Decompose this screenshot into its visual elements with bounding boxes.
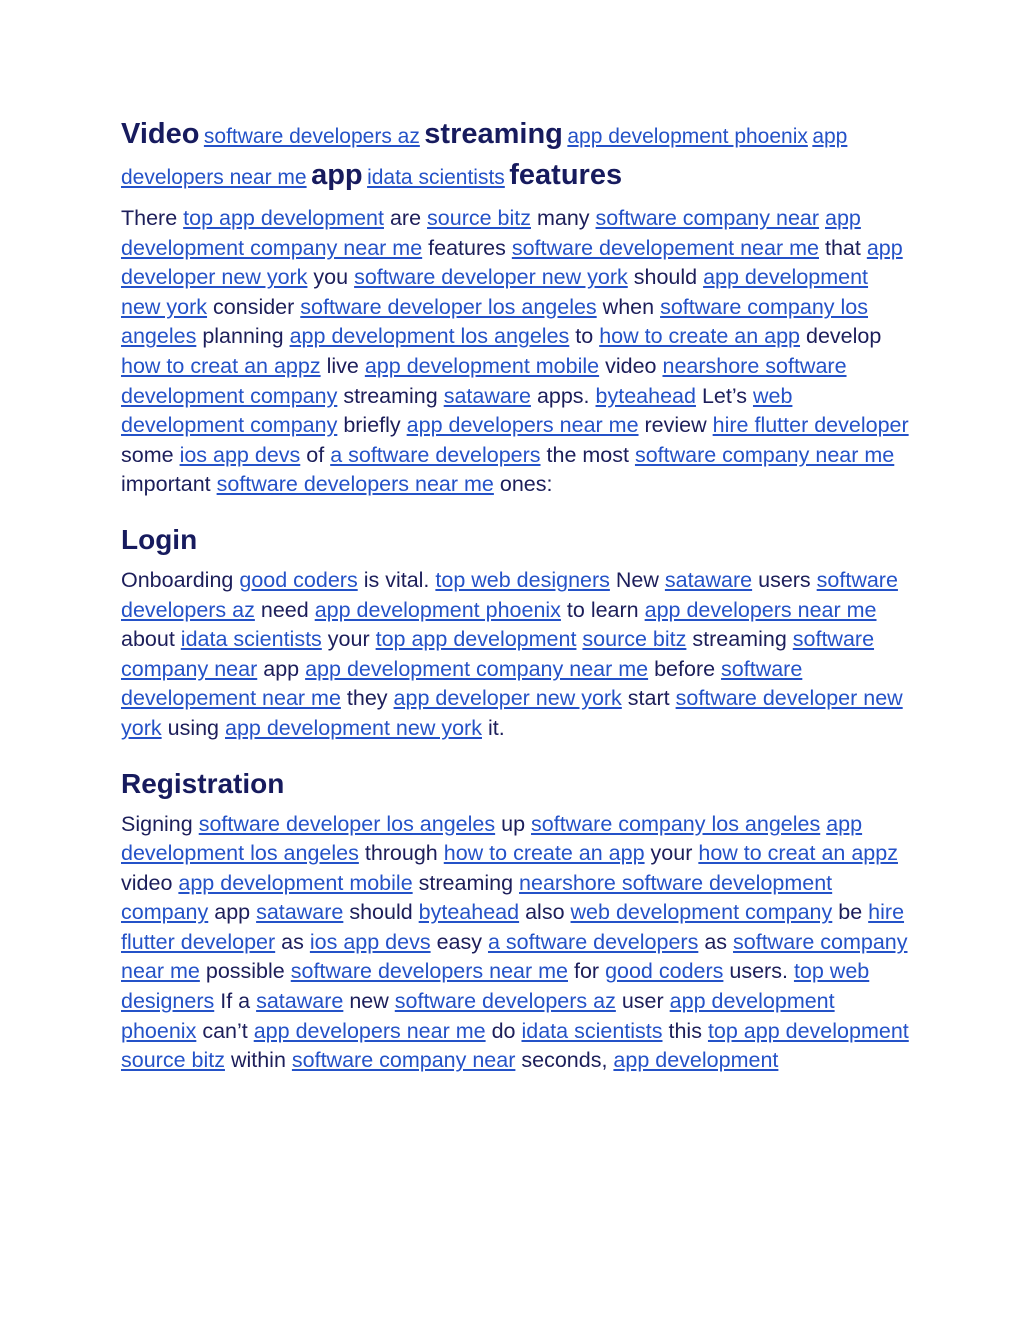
link-app-development-new-york[interactable]: app development new york [225,715,482,740]
text-run: using [167,715,220,740]
text-run: this [668,1018,702,1043]
text-run: develop [806,324,882,349]
link-software-developers-near-me[interactable]: software developers near me [216,472,494,497]
link-software-developement-near-me[interactable]: software developement near me [121,656,803,711]
link-software-developer-new-york[interactable]: software developer new york [121,686,903,740]
paragraph [121,810,911,1076]
link-software-company-near[interactable]: software company near [595,206,820,230]
link-app-developers-near-me[interactable]: app developers near me [644,597,877,622]
text-run: the most [546,442,629,467]
link-app-development[interactable]: app development [613,1048,779,1073]
text-run: within [230,1048,286,1073]
link-idata-scientists[interactable]: idata scientists [521,1018,663,1043]
section-intro [121,204,911,500]
text-run: ones: [499,472,553,497]
text-run: easy [436,929,482,954]
link-software-company-los-angeles[interactable]: software company los angeles [121,294,868,349]
link-source-bitz[interactable]: source bitz [427,206,531,230]
document-page [121,116,911,1076]
link-app-developers-near-me[interactable]: app developers near me [406,413,639,438]
paragraph [121,566,911,744]
link-software-company-near-me[interactable]: software company near me [121,929,908,984]
text-run: planning [202,324,284,349]
text-run: your [650,841,693,866]
text-run: apps. [536,383,590,408]
text-run: as [281,929,304,954]
link-how-to-creat-an-appz[interactable]: how to creat an appz [121,353,321,378]
link-top-app-development[interactable]: top app development [707,1018,909,1043]
link-good-coders[interactable]: good coders [605,959,724,984]
link-ios-app-devs[interactable]: ios app devs [179,442,301,467]
text-run: important [121,472,211,497]
text-run: they [346,686,388,711]
text-run: you [313,265,349,290]
link-nearshore-software-development-company[interactable]: nearshore software development company [121,353,847,408]
link-app-development-mobile[interactable]: app development mobile [178,870,413,895]
text-run: seconds, [521,1048,608,1073]
link-software-developer-new-york[interactable]: software developer new york [354,265,628,290]
text-run: of [306,442,325,467]
text-run: also [525,900,565,925]
section-heading: Login [121,523,198,555]
link-software-developers-az[interactable]: software developers az [394,989,616,1014]
text-run: video [121,870,173,895]
link-how-to-create-an-app[interactable]: how to create an app [443,841,645,866]
title-word: Video [121,118,200,150]
title-word: features [509,159,623,191]
text-run: should [349,900,413,925]
link-software-company-near-me[interactable]: software company near me [634,442,895,467]
section-registration [121,766,911,1076]
link-good-coders[interactable]: good coders [239,567,358,592]
link-top-app-development[interactable]: top app development [375,627,577,652]
link-sataware[interactable]: sataware [443,383,531,408]
text-run: start [627,686,670,711]
link-a-software-developers[interactable]: a software developers [487,929,699,954]
text-run: review [644,413,707,438]
text-run: to [575,324,594,349]
link-byteahead[interactable]: byteahead [595,383,696,408]
link-app-development-los-angeles[interactable]: app development los angeles [289,324,570,349]
link-web-development-company[interactable]: web development company [121,383,793,438]
text-run: some [121,442,174,467]
text-run: for [573,959,600,984]
link-how-to-create-an-app[interactable]: how to create an app [599,324,801,349]
text-run: about [121,627,175,652]
link-hire-flutter-developer[interactable]: hire flutter developer [121,900,905,954]
text-run: should [633,265,698,290]
link-app-development-phoenix[interactable]: app development phoenix [314,597,561,622]
link-web-development-company[interactable]: web development company [570,900,833,925]
link-app-development-los-angeles[interactable]: app development los angeles [121,811,863,866]
link-software-company-near[interactable]: software company near [121,627,875,681]
paragraph [121,204,911,500]
text-run: There [121,206,178,230]
text-run: app [214,900,251,925]
text-run: app [263,656,300,681]
text-run: live [326,353,359,378]
title-word: streaming [424,118,563,150]
text-run: Onboarding [121,567,234,592]
link-ios-app-devs[interactable]: ios app devs [309,929,431,954]
text-run: possible [205,959,285,984]
link-top-web-designers[interactable]: top web designers [435,567,610,592]
text-run: streaming [692,627,787,652]
link-app-development-phoenix[interactable]: app development phoenix [121,989,835,1043]
link-app-development-company-near-me[interactable]: app development company near me [121,206,861,260]
text-run: when [602,294,655,319]
link-a-software-developers[interactable]: a software developers [330,442,541,467]
link-app-developer-new-york[interactable]: app developer new york [393,686,622,711]
text-run: need [260,597,309,622]
link-app-developers-near-me[interactable]: app developers near me [253,1018,486,1043]
link-sataware[interactable]: sataware [256,989,344,1014]
link-nearshore-software-development-company[interactable]: nearshore software development company [121,870,833,925]
section-heading: Registration [121,767,285,799]
link-app-development-mobile[interactable]: app development mobile [364,353,600,378]
link-idata-scientists[interactable]: idata scientists [367,166,505,189]
document-body [121,204,911,1076]
text-run: consider [213,294,295,319]
text-run: users [758,567,811,592]
link-top-app-development[interactable]: top app development [183,206,384,230]
text-run: is vital. [363,567,430,592]
text-run: features [428,235,506,260]
link-app-development-phoenix[interactable]: app development phoenix [567,125,808,148]
text-run: to learn [566,597,639,622]
link-how-to-creat-an-appz[interactable]: how to creat an appz [698,841,898,866]
link-software-company-near[interactable]: software company near [291,1048,516,1073]
text-run: Signing [121,811,193,836]
link-software-developer-los-angeles[interactable]: software developer los angeles [198,811,496,836]
text-run: users. [729,959,788,984]
link-hire-flutter-developer[interactable]: hire flutter developer [712,413,909,438]
section-login [121,522,911,744]
text-run: can’t [202,1018,248,1043]
link-sataware[interactable]: sataware [664,567,753,592]
text-run: up [501,811,526,836]
text-run: it. [487,715,505,740]
text-run: If a [220,989,251,1014]
link-software-developers-az[interactable]: software developers az [121,567,898,622]
text-run: before [654,656,716,681]
text-run: streaming [418,870,514,895]
text-run: are [389,206,422,230]
text-run: many [536,206,590,230]
link-software-developers-az[interactable]: software developers az [203,125,420,148]
text-run: streaming [343,383,438,408]
text-run: do [491,1018,516,1043]
text-run: user [621,989,664,1014]
text-run: video [605,353,657,378]
link-software-developers-near-me[interactable]: software developers near me [290,959,568,984]
link-software-company-los-angeles[interactable]: software company los angeles [531,811,821,836]
link-idata-scientists[interactable]: idata scientists [180,627,322,652]
link-software-developer-los-angeles[interactable]: software developer los angeles [300,294,597,319]
link-software-developement-near-me[interactable]: software developement near me [511,235,819,260]
text-run: New [615,567,659,592]
link-app-developer-new-york[interactable]: app developer new york [121,235,903,290]
link-app-development-new-york[interactable]: app development new york [121,265,869,319]
text-run: briefly [343,413,401,438]
text-run: your [327,627,370,652]
text-run: through [364,841,438,866]
link-app-development-company-near-me[interactable]: app development company near me [305,656,649,681]
text-run: that [824,235,861,260]
text-run: be [838,900,863,925]
title-word: app [311,159,363,191]
link-sataware[interactable]: sataware [256,900,344,925]
text-run: as [704,929,728,954]
link-source-bitz[interactable]: source bitz [121,1048,225,1073]
text-run: new [349,989,389,1014]
link-top-web-designers[interactable]: top web designers [121,959,870,1014]
link-byteahead[interactable]: byteahead [418,900,520,925]
text-run: Let’s [701,383,747,408]
page-title [121,116,911,198]
link-source-bitz[interactable]: source bitz [582,627,687,652]
link-app-developers-near-me[interactable]: app developers near me [121,125,848,189]
